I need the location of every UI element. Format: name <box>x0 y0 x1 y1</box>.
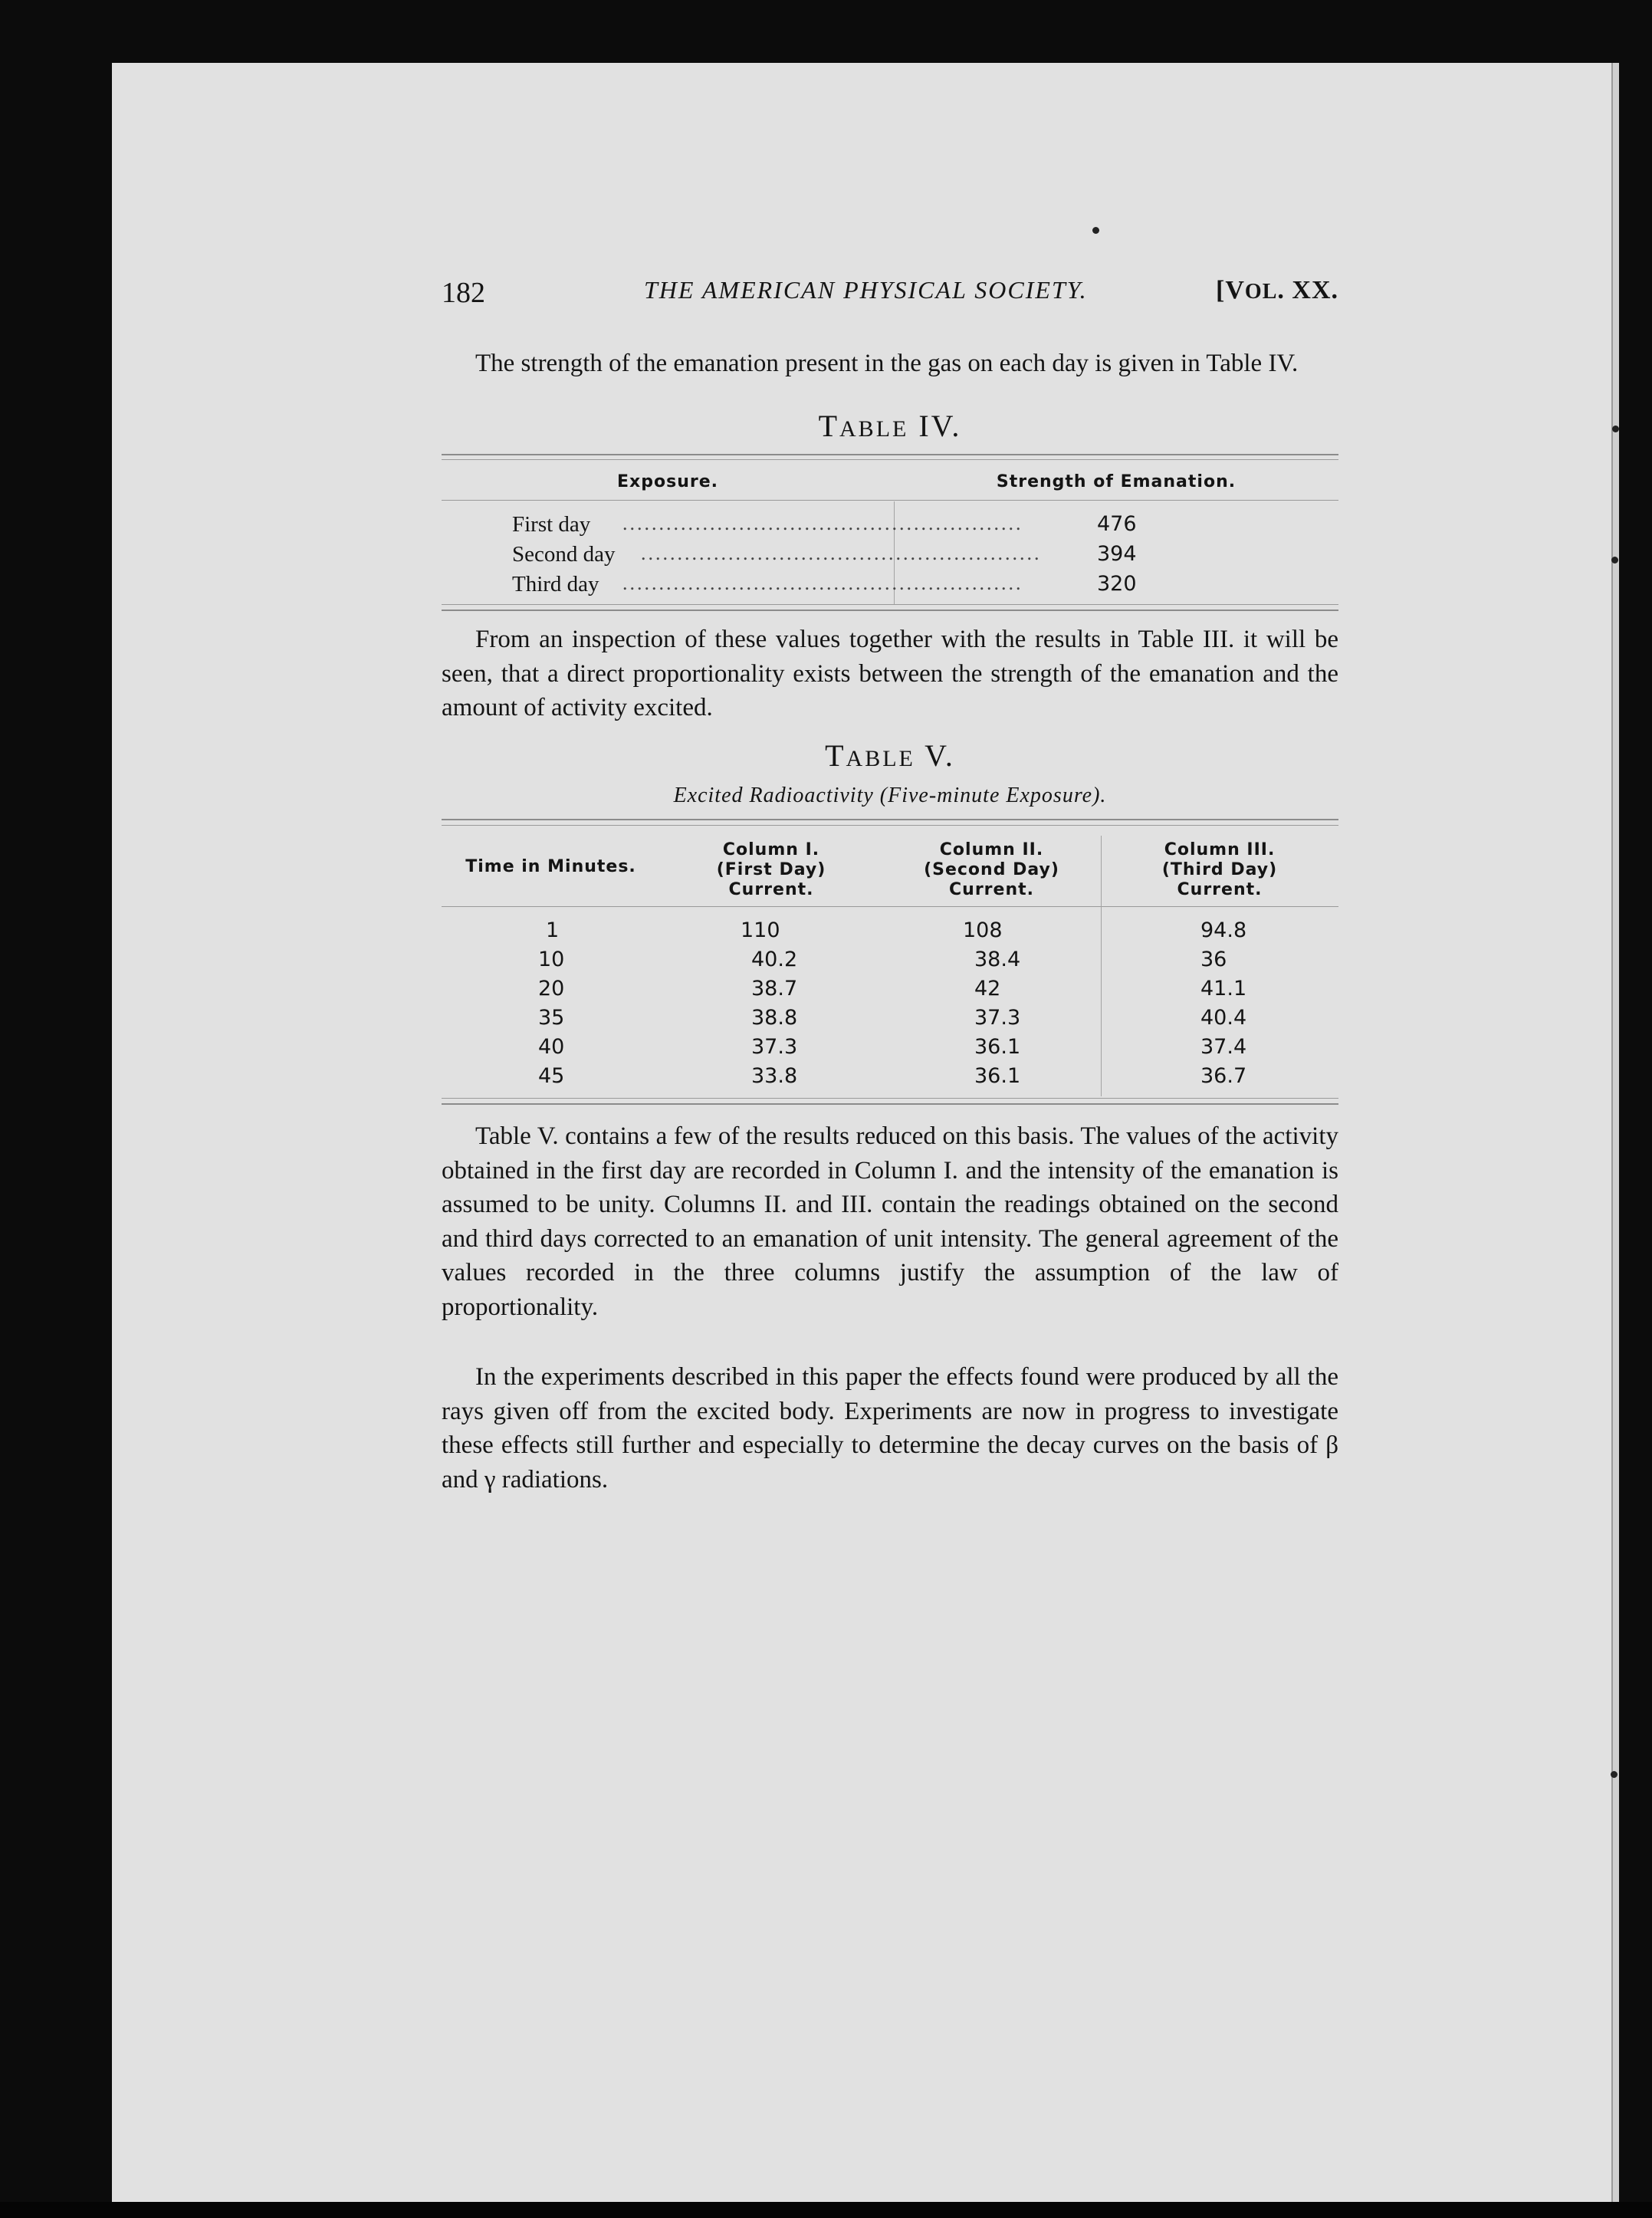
table-v-c2: 108 <box>963 918 1003 942</box>
table-iv-row-value: 394 <box>1097 542 1137 566</box>
paragraph-2: From an inspection of these values together with the results in Table III. it will be seen, that a direct proportionality exists between the strength of the emanation and the amount of activity excited. <box>442 626 1338 721</box>
table-rule <box>442 906 1338 907</box>
leader-dots: ....................................................... <box>622 512 1023 534</box>
scan-speck <box>1611 1771 1618 1778</box>
table-v-c3: 36 <box>1200 948 1227 971</box>
table-v-subtitle: Excited Radioactivity (Five-minute Exposure). <box>673 784 1107 807</box>
table-rule <box>442 1098 1338 1099</box>
table-iv-caption: TABLE IV. <box>818 409 962 443</box>
table-iv-row-label: Second day <box>512 542 616 567</box>
table-v-c2: 38.4 <box>974 948 1021 971</box>
table-v-time: 10 <box>538 948 565 971</box>
table-v-c2: 37.3 <box>974 1006 1021 1030</box>
scan-border <box>0 2202 1652 2218</box>
page-number: 182 <box>442 277 485 309</box>
table-v-c1: 33.8 <box>751 1064 798 1088</box>
leader-dots: ....................................................... <box>622 572 1023 594</box>
table-v-c3: 36.7 <box>1200 1064 1247 1088</box>
table-v-c3: 94.8 <box>1200 918 1247 942</box>
table-v-header-time: Time in Minutes. <box>465 857 636 876</box>
running-title: THE AMERICAN PHYSICAL SOCIETY. <box>644 276 1088 304</box>
table-v-c1: 38.8 <box>751 1006 798 1030</box>
table-iv-col2-header: Strength of Emanation. <box>996 472 1237 491</box>
table-iv-row-value: 476 <box>1097 512 1137 536</box>
paragraph-1: The strength of the emanation present in the gas on each day is given in Table IV. <box>475 350 1299 377</box>
table-v-caption: TABLE V. <box>825 738 955 773</box>
table-v-header-col3: Column III. (Third Day) Current. <box>1161 840 1278 899</box>
paragraph-3: Table V. contains a few of the results reduced on this basis. The values of the activity obtained in the first day are recorded in Column I. and the intensity of the emanation is assumed to be unity. Columns II. and III. contain the readings obtained on the second and third days corrected to an emanation of unit intensity. The general agreement of the values recorded in the three columns justify the assumption of the law of proportionality. <box>442 1122 1338 1321</box>
table-rule <box>442 610 1338 611</box>
table-v-c3: 37.4 <box>1200 1035 1247 1059</box>
table-rule <box>442 454 1338 455</box>
table-rule <box>442 500 1338 501</box>
table-rule <box>442 1103 1338 1105</box>
table-v-c2: 36.1 <box>974 1035 1021 1059</box>
table-v-c3: 41.1 <box>1200 977 1247 1001</box>
table-v-time: 40 <box>538 1035 565 1059</box>
table-rule <box>442 819 1338 820</box>
table-v-c1: 38.7 <box>751 977 798 1001</box>
scan-speck <box>1092 227 1099 234</box>
table-v-time: 45 <box>538 1064 565 1088</box>
table-v-c1: 110 <box>741 918 780 942</box>
volume-label: [VOL. XX. <box>1216 276 1338 304</box>
scan-speck <box>1612 426 1619 432</box>
table-rule <box>442 459 1338 460</box>
column-divider <box>1101 836 1102 1096</box>
table-rule <box>442 604 1338 605</box>
table-v-time: 35 <box>538 1006 565 1030</box>
paragraph-4: In the experiments described in this paper the effects found were produced by all the rays given off from the excited body. Experiments are now in progress to investigate these effects still further and especially to determine the decay curves on the basis of β and γ radiations. <box>442 1363 1338 1493</box>
table-v-c2: 36.1 <box>974 1064 1021 1088</box>
running-header <box>442 276 1338 314</box>
leader-dots: ....................................................... <box>641 542 1042 564</box>
table-iv-row-label: Third day <box>512 572 599 596</box>
table-v-time: 20 <box>538 977 565 1001</box>
table-v-c1: 37.3 <box>751 1035 798 1059</box>
table-iv-row-label: First day <box>512 512 591 537</box>
table-v-c2: 42 <box>974 977 1001 1001</box>
table-iv-col1-header: Exposure. <box>617 472 718 491</box>
scan-speck <box>1611 557 1618 564</box>
table-iv-row-value: 320 <box>1097 572 1137 596</box>
table-v-time: 1 <box>546 918 560 942</box>
table-rule <box>442 825 1338 826</box>
table-v-header-col1: Column I. (First Day) Current. <box>716 840 826 899</box>
table-v-c1: 40.2 <box>751 948 798 971</box>
table-v-header-col2: Column II. (Second Day) Current. <box>924 840 1059 899</box>
table-v-c3: 40.4 <box>1200 1006 1247 1030</box>
page-edge <box>1611 63 1619 2202</box>
